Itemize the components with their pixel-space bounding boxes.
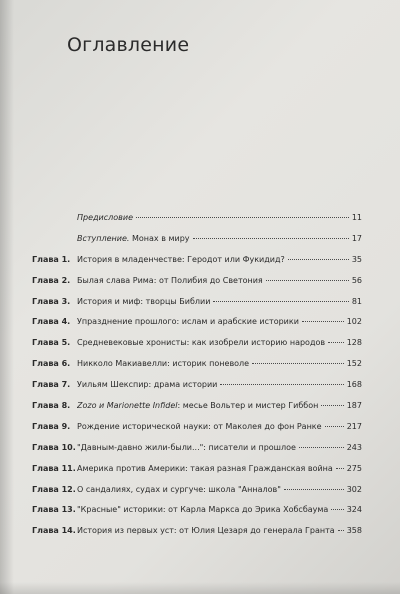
toc-chapter-label: Глава 13. xyxy=(32,505,76,515)
toc-entry-chapter-7 xyxy=(32,380,362,401)
toc-entry-chapter-8 xyxy=(32,401,362,422)
toc-entry-chapter-12 xyxy=(32,485,362,506)
toc-chapter-label: Глава 1. xyxy=(32,254,71,264)
toc-entry-title: Никколо Макиавелли: историк поневоле xyxy=(77,359,250,369)
toc-entry-chapter-6 xyxy=(32,359,362,380)
toc-leader-dots xyxy=(302,321,344,322)
toc-entry-title: Упразднение прошлого: ислам и арабские историки xyxy=(77,317,299,327)
toc-entry-chapter-4 xyxy=(32,317,362,338)
toc-leader-dots xyxy=(299,447,344,448)
toc-chapter-label: Глава 5. xyxy=(32,338,71,348)
toc-leader-dots xyxy=(288,259,349,260)
toc-entry-title-italic: Вступление. xyxy=(77,233,130,243)
page-title: Оглавление xyxy=(67,34,190,56)
toc-entry-title: История из первых уст: от Юлия Цезаря до генерала Гранта xyxy=(77,526,335,536)
toc-leader-dots xyxy=(321,405,343,406)
toc-page-number: 217 xyxy=(346,421,362,431)
toc-chapter-label: Глава 14. xyxy=(32,526,76,536)
toc-entry-title: История в младенчестве: Геродот или Фукидид? xyxy=(77,254,285,264)
toc-leader-dots xyxy=(252,363,344,364)
toc-page-number: 128 xyxy=(346,338,362,348)
toc-entry-title: Америка против Америки: такая разная Гражданская война xyxy=(77,463,333,473)
toc-leader-dots xyxy=(325,426,344,427)
toc-page-number: 35 xyxy=(351,254,362,264)
toc-entry-title xyxy=(77,401,318,411)
toc-entry-title-rest: : месье Вольтер и мистер Гиббон xyxy=(177,401,319,411)
toc-entry-title: "Красные" историки: от Карла Маркса до Эрика Хобсбаума xyxy=(77,505,329,515)
toc-entry-title xyxy=(77,234,190,244)
toc-leader-dots xyxy=(284,489,344,490)
toc-chapter-label: Глава 4. xyxy=(32,317,71,327)
toc-chapter-label: Глава 6. xyxy=(32,359,71,369)
toc-page-number: 275 xyxy=(346,463,362,473)
toc-chapter-label: Глава 10. xyxy=(32,442,76,452)
toc-chapter-label: Глава 3. xyxy=(32,296,71,306)
toc-chapter-label: Глава 12. xyxy=(32,484,76,494)
toc-entry-title: "Давным-давно жили-были...": писатели и прошлое xyxy=(77,442,296,452)
page-bottom-shadow xyxy=(0,582,400,594)
toc-entry-title-rest: Монах в миру xyxy=(129,233,190,243)
toc-entry-chapter-5 xyxy=(32,338,362,359)
toc-entry-title: О сандалиях, судах и сургуче: школа "Анналов" xyxy=(77,484,281,494)
toc-leader-dots xyxy=(213,301,348,302)
toc-entry-title: Средневековые хронисты: как изобрели историю народов xyxy=(77,338,326,348)
toc-chapter-label: Глава 8. xyxy=(32,401,71,411)
toc-entry-chapter-3 xyxy=(32,297,362,318)
toc-chapter-label: Глава 2. xyxy=(32,275,71,285)
toc-page-number: 243 xyxy=(346,442,362,452)
toc-leader-dots xyxy=(136,217,349,218)
toc-entry-chapter-1 xyxy=(32,255,362,276)
toc-entry-title: История и миф: творцы Библии xyxy=(77,296,211,306)
toc-entry-title: Предисловие xyxy=(77,213,133,222)
toc-leader-dots xyxy=(193,238,349,239)
toc-page-number: 302 xyxy=(346,484,362,494)
toc-entry-chapter-10 xyxy=(32,443,362,464)
toc-page-number: 81 xyxy=(351,296,362,306)
toc-leader-dots xyxy=(338,530,344,531)
toc-entry-title: Былая слава Рима: от Полибия до Светония xyxy=(77,275,263,285)
toc-page-number: 168 xyxy=(346,380,362,390)
toc-page-number: 56 xyxy=(351,275,362,285)
toc-entry-chapter-11 xyxy=(32,464,362,485)
toc-page-number: 324 xyxy=(346,505,362,515)
toc-entry-chapter-14 xyxy=(32,526,362,547)
toc-entry-chapter-2 xyxy=(32,276,362,297)
toc-entry-chapter-9 xyxy=(32,422,362,443)
toc-leader-dots xyxy=(336,468,344,469)
toc-entry-title-italic: Zozo и Marionette Infidel xyxy=(77,401,178,411)
toc-leader-dots xyxy=(220,384,343,385)
toc-leader-dots xyxy=(266,280,349,281)
page-binding-shadow xyxy=(0,0,14,594)
toc-entry-preface xyxy=(32,213,362,234)
table-of-contents xyxy=(32,213,362,547)
toc-page-number: 358 xyxy=(346,526,362,536)
toc-leader-dots xyxy=(331,509,343,510)
toc-page-number: 102 xyxy=(346,317,362,327)
toc-entry-title: Рождение исторической науки: от Маколея до фон Ранке xyxy=(77,421,322,431)
toc-page-number: 11 xyxy=(351,213,362,222)
toc-entry-title: Уильям Шекспир: драма истории xyxy=(77,380,218,390)
toc-entry-introduction xyxy=(32,234,362,255)
toc-page-number: 187 xyxy=(346,401,362,411)
toc-chapter-label: Глава 11. xyxy=(32,463,76,473)
toc-chapter-label: Глава 9. xyxy=(32,421,71,431)
toc-page-number: 17 xyxy=(351,233,362,243)
toc-page-number: 152 xyxy=(346,359,362,369)
toc-entry-chapter-13 xyxy=(32,505,362,526)
toc-chapter-label: Глава 7. xyxy=(32,380,71,390)
toc-leader-dots xyxy=(328,342,344,343)
